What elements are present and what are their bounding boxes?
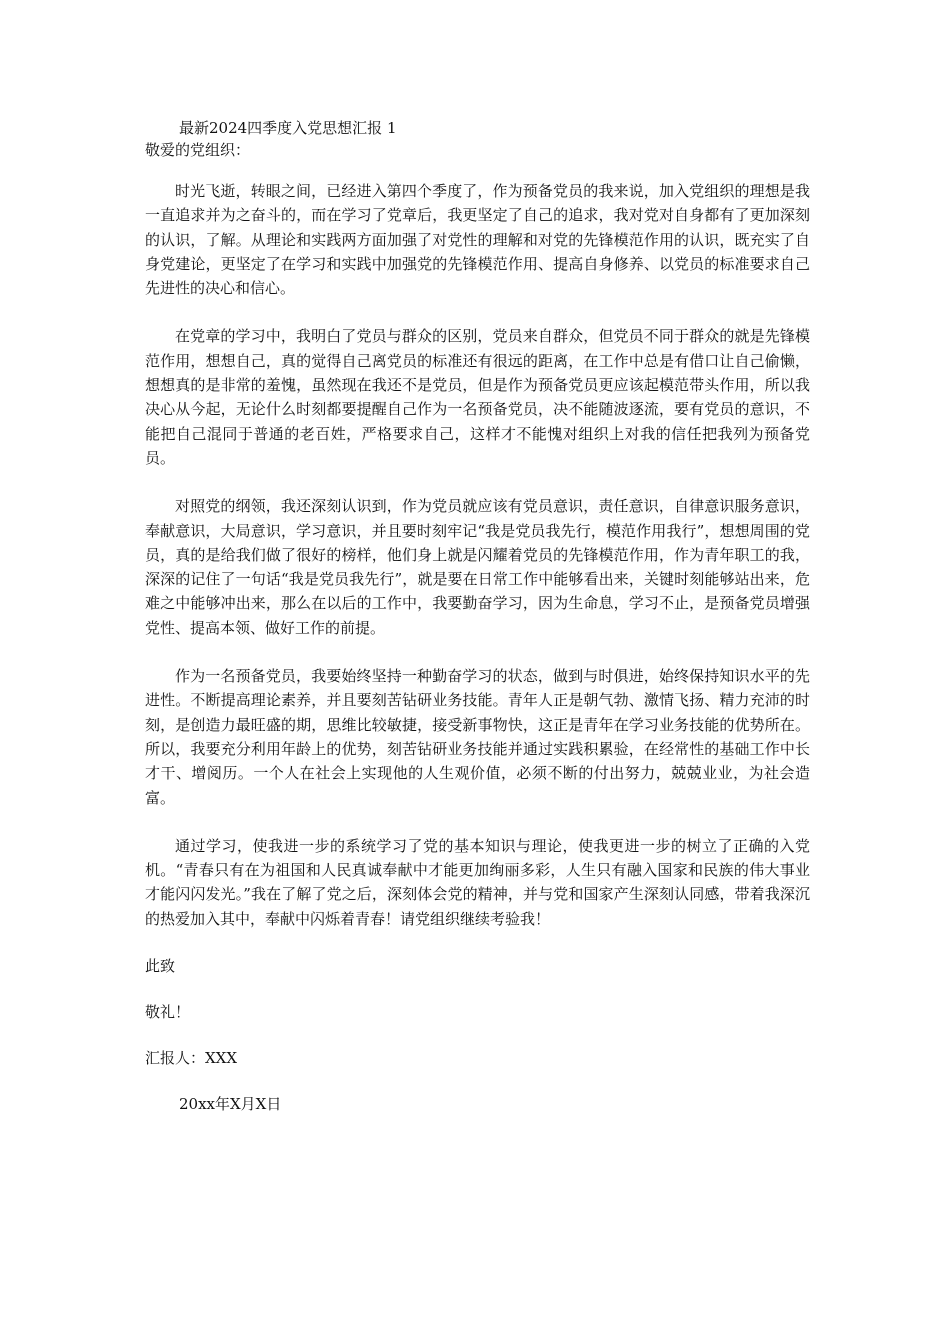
closing-line: 此致	[145, 957, 176, 976]
salutation: 敬爱的党组织：	[145, 141, 251, 159]
reporter-signature: 汇报人：XXX	[145, 1049, 238, 1068]
document-title: 最新2024四季度入党思想汇报 1	[179, 119, 397, 137]
document-page	[145, 117, 810, 1130]
body-paragraph: 通过学习，使我进一步的系统学习了党的基本知识与理论，使我更进一步的树立了正确的入党机。“青春只有在为祖国和人民真诚奉献中才能更加绚丽多彩，人生只有融入国家和民族的伟大事业才能闪闪发光。”我在了解了党之后，深刻体会党的精神，并与党和国家产生深刻认同感，带着我深沉的热爱加入其中，奉献中闪烁着青春！请党组织继续考验我！	[145, 836, 810, 928]
report-date: 20xx年X月X日	[179, 1095, 282, 1114]
body-paragraph: 对照党的纲领，我还深刻认识到，作为党员就应该有党员意识，责任意识，自律意识服务意识，奉献意识，大局意识，学习意识，并且要时刻牢记“我是党员我先行，模范作用我行”，想想周围的党员，真的是给我们做了很好的榜样，他们身上就是闪耀着党员的先锋模范作用，作为青年职工的我，深深的记住了一句话“我是党员我先行”，就是要在日常工作中能够看出来，关键时刻能够站出来，危难之中能够冲出来，那么在以后的工作中，我要勤奋学习，因为生命息，学习不止，是预备党员增强党性、提高本领、做好工作的前提。	[145, 497, 810, 637]
closing-salute: 敬礼！	[145, 1003, 191, 1022]
body-paragraph: 在党章的学习中，我明白了党员与群众的区别，党员来自群众，但党员不同于群众的就是先锋模范作用，想想自己，真的觉得自己离党员的标准还有很远的距离，在工作中总是有借口让自己偷懒，想想真的是非常的羞愧，虽然现在我还不是党员，但是作为预备党员更应该起模范带头作用，所以我决心从今起，无论什么时刻都要提醒自己作为一名预备党员，决不能随波逐流，要有党员的意识，不能把自己混同于普通的老百姓，严格要求自己，这样才不能愧对组织上对我的信任把我列为预备党员。	[145, 327, 810, 467]
body-paragraph: 作为一名预备党员，我要始终坚持一种勤奋学习的状态，做到与时俱进，始终保持知识水平的先进性。不断提高理论素养，并且要刻苦钻研业务技能。青年人正是朝气勃、激情飞扬、精力充沛的时刻，是创造力最旺盛的期，思维比较敏捷，接受新事物快，这正是青年在学习业务技能的优势所在。所以，我要充分利用年龄上的优势，刻苦钻研业务技能并通过实践积累验，在经常性的基础工作中长才干、增阅历。一个人在社会上实现他的人生观价值，必须不断的付出努力，兢兢业业，为社会造富。	[145, 667, 810, 807]
body-paragraph: 时光飞逝，转眼之间，已经进入第四个季度了，作为预备党员的我来说，加入党组织的理想是我一直追求并为之奋斗的，而在学习了党章后，我更坚定了自己的追求，我对党对自身都有了更加深刻的认识，了解。从理论和实践两方面加强了对党性的理解和对党的先锋模范作用的认识，既充实了自身党建论，更坚定了在学习和实践中加强党的先锋模范作用、提高自身修养、以党员的标准要求自己先进性的决心和信心。	[145, 182, 810, 298]
